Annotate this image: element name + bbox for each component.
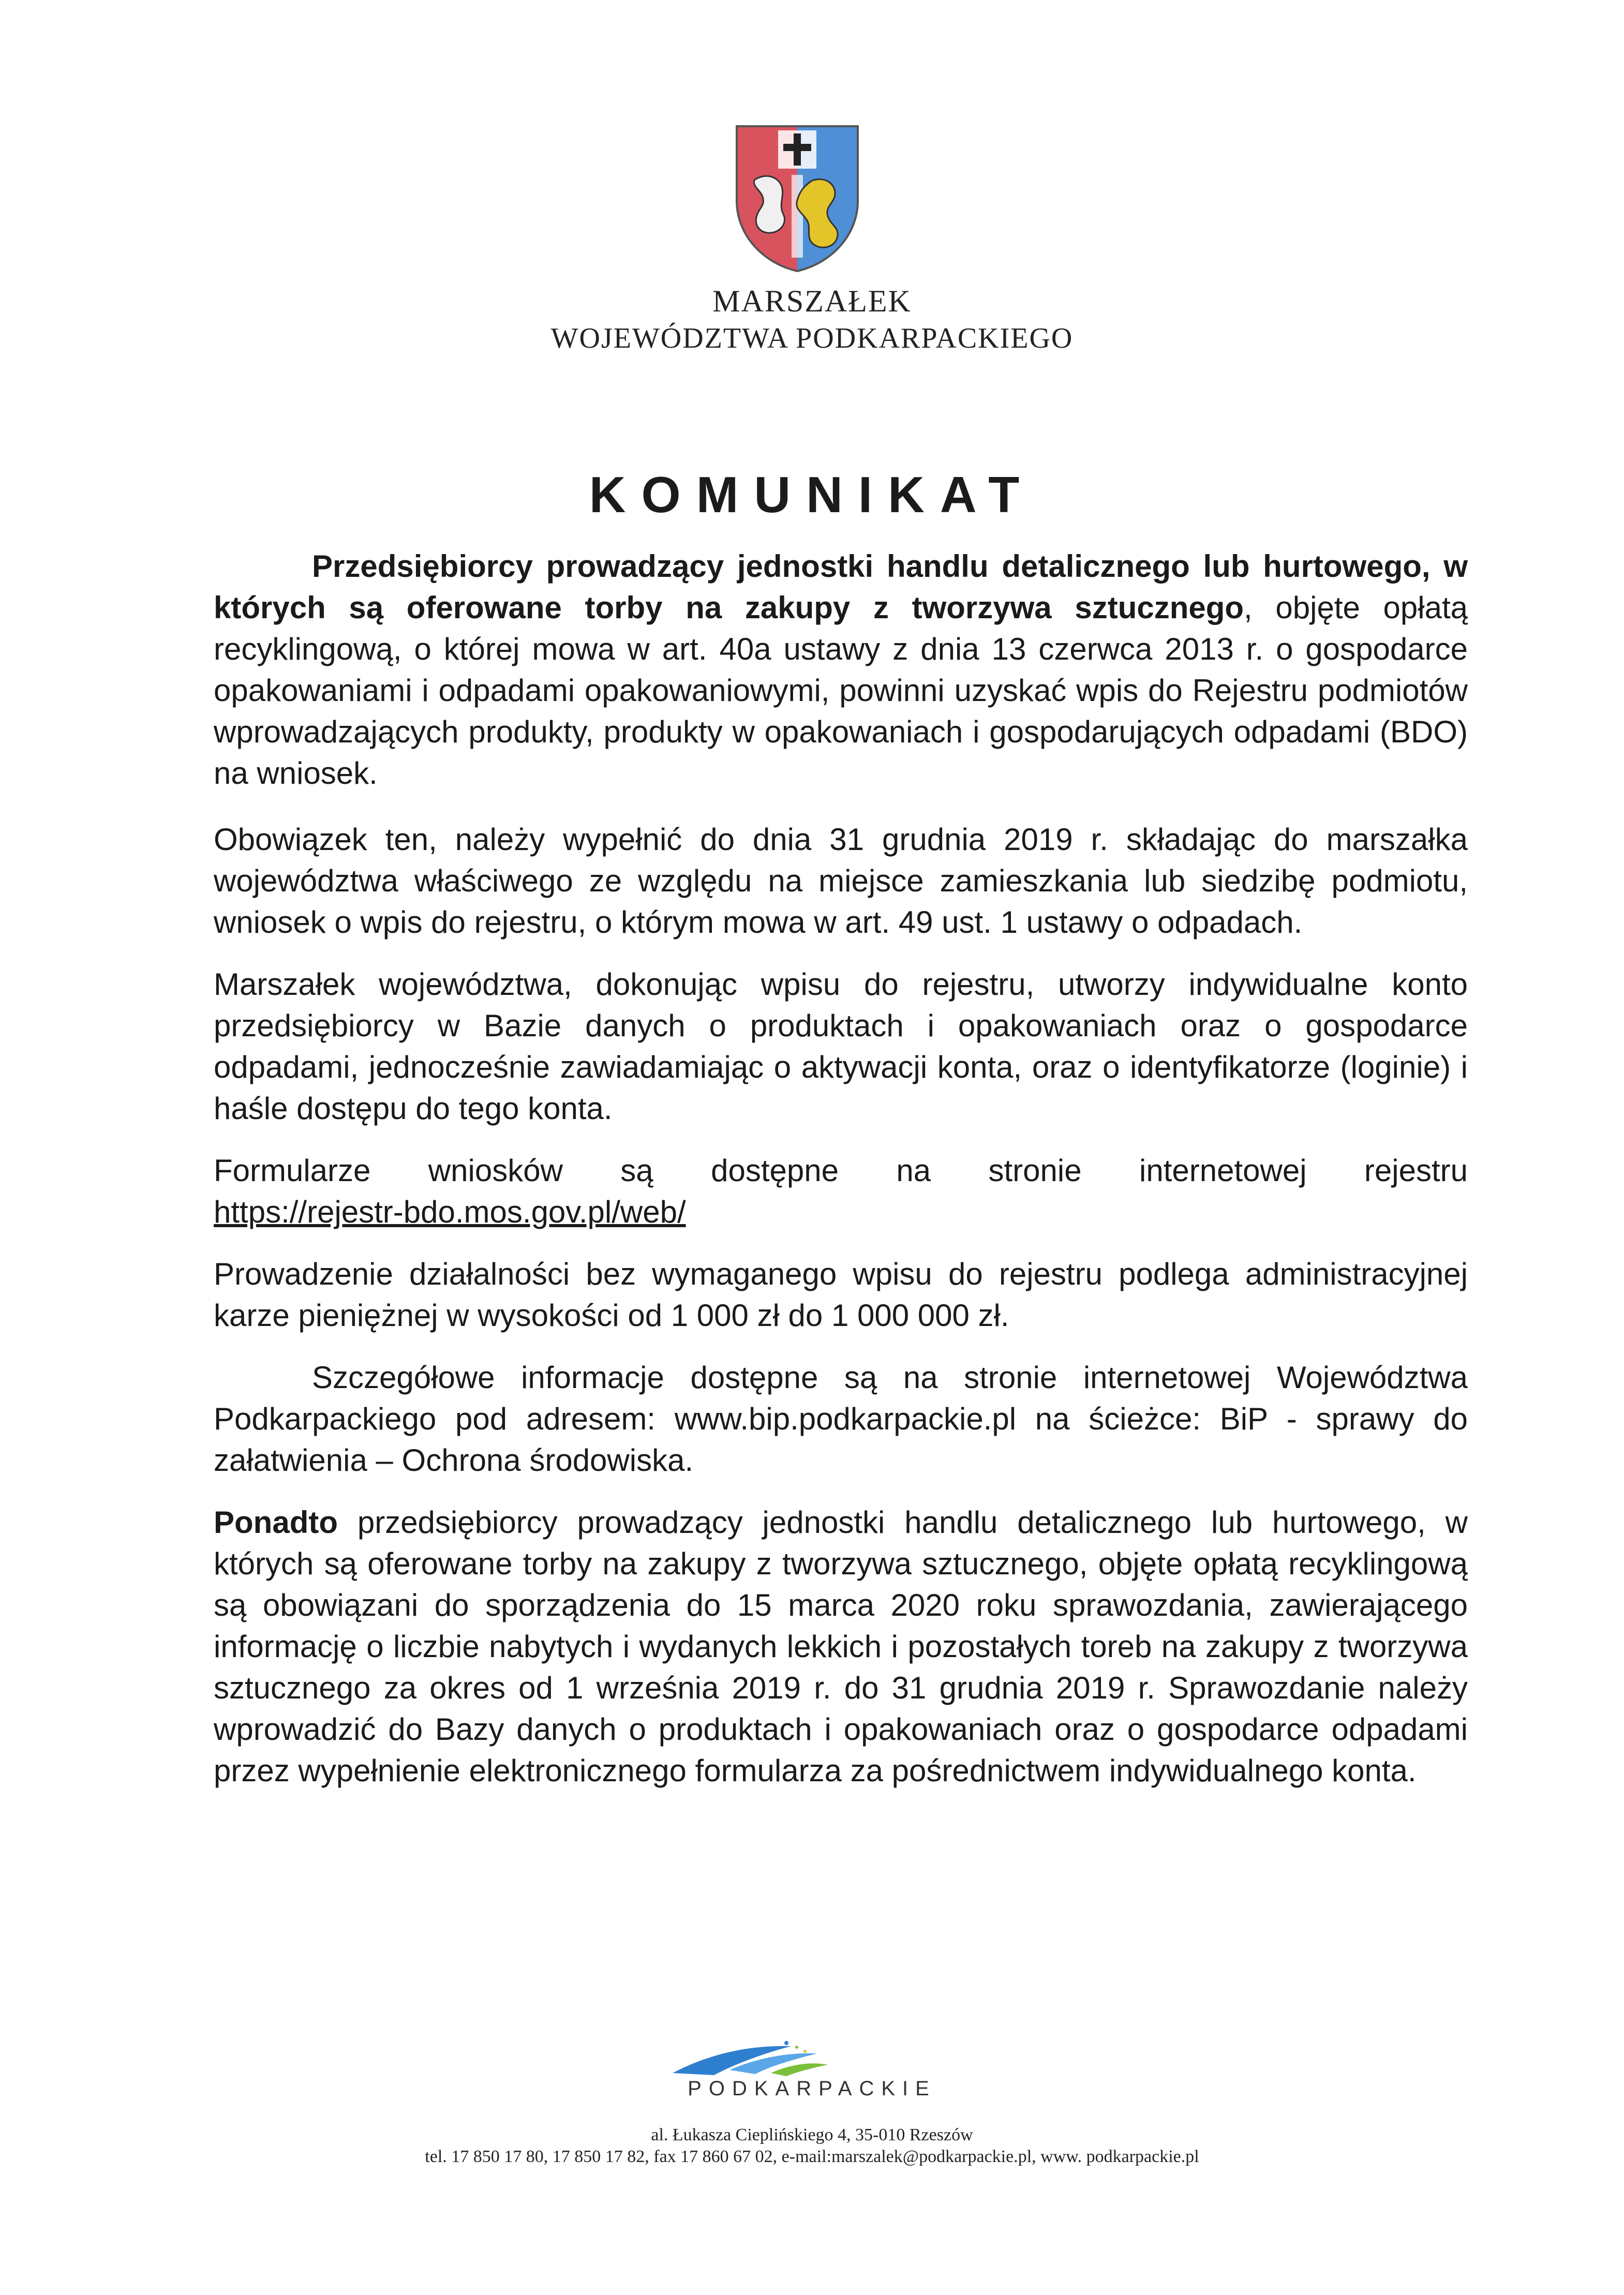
coat-of-arms xyxy=(734,123,861,274)
podkarpackie-logo xyxy=(642,2036,983,2080)
paragraph-2: Obowiązek ten, należy wypełnić do dnia 31 grudnia 2019 r. składając do marszałka województwa właściwego ze względu na miejsce zamieszkania lub siedzibę podmiotu, wniosek o wpis do rejestru, o którym mowa w art. 49 ust. 1 ustawy o odpadach. xyxy=(214,822,1468,940)
paragraph-4-link-line xyxy=(214,1191,1468,1233)
paragraph-4-text: Formularze wniosków są dostępne na stronie internetowej rejestru xyxy=(214,1153,1468,1188)
rejestr-bdo-link[interactable]: https://rejestr-bdo.mos.gov.pl/web/ xyxy=(214,1195,686,1229)
paragraph-5: Prowadzenie działalności bez wymaganego wpisu do rejestru podlega administracyjnej karze pieniężnej w wysokości od 1 000 zł do 1 000 000 zł. xyxy=(214,1257,1468,1333)
coat-of-arms-icon xyxy=(734,123,861,274)
logo-wordmark: PODKARPACKIE xyxy=(688,2077,936,2100)
paragraph-7-bold: Ponadto xyxy=(214,1505,338,1540)
paragraph-1-bold: Przedsiębiorcy prowadzący jednostki handlu detalicznego lub hurtowego, w których są oferowane torby na zakupy z tworzywa sztucznego xyxy=(214,549,1468,625)
document-heading: KOMUNIKAT xyxy=(589,466,1035,523)
paragraph-1-text: , objęte opłatą recyklingową, o której mowa w art. 40a ustawy z dnia 13 czerwca 2013 r. o gospodarce opakowaniami i odpadami opakowaniowymi, powinni uzyskać wpis do Rejestru podmiotów wprowadzających produkty, produkty w opakowaniach i gospodarujących odpadami (BDO) na wniosek. xyxy=(214,590,1468,791)
footer-address: al. Łukasza Cieplińskiego 4, 35-010 Rzeszów xyxy=(651,2125,973,2144)
paragraph-3: Marszałek województwa, dokonując wpisu do rejestru, utworzy indywidualne konto przedsiębiorcy w Bazie danych o produktach i opakowaniach oraz o gospodarce odpadami, jednocześnie zawiadamiając o aktywacji konta, oraz o identyfikatorze (loginie) i haśle dostępu do tego konta. xyxy=(214,967,1468,1126)
header-title-line2: WOJEWÓDZTWA PODKARPACKIEGO xyxy=(550,322,1074,354)
paragraph-1 xyxy=(214,546,1468,794)
footer-contact: tel. 17 850 17 80, 17 850 17 82, fax 17 860 67 02, e-mail:marszalek@podkarpackie.pl, www. podkarpackie.pl xyxy=(425,2147,1199,2166)
paragraph-7 xyxy=(214,1502,1468,1792)
paragraph-7-text: przedsiębiorcy prowadzący jednostki handlu detalicznego lub hurtowego, w których są oferowane torby na zakupy z tworzywa sztucznego, objęte opłatą recyklingową są obowiązani do sporządzenia do 15 marca 2020 roku sprawozdania, zawierającego informację o liczbie nabytych i wydanych lekkich i pozostałych toreb na zakupy z tworzywa sztucznego za okres od 1 września 2019 r. do 31 grudnia 2019 r. Sprawozdanie należy wprowadzić do Bazy danych o produktach i opakowaniach oraz o gospodarce odpadami przez wypełnienie elektronicznego formularza za pośrednictwem indywidualnego konta. xyxy=(214,1505,1468,1788)
podkarpackie-logo-icon xyxy=(642,2036,983,2080)
header-title-line1: MARSZAŁEK xyxy=(712,284,912,318)
paragraph-6: Szczegółowe informacje dostępne są na stronie internetowej Województwa Podkarpackiego pod adresem: www.bip.podkarpackie.pl na ścieżce: BiP - sprawy do załatwienia – Ochrona środowiska. xyxy=(214,1360,1468,1478)
